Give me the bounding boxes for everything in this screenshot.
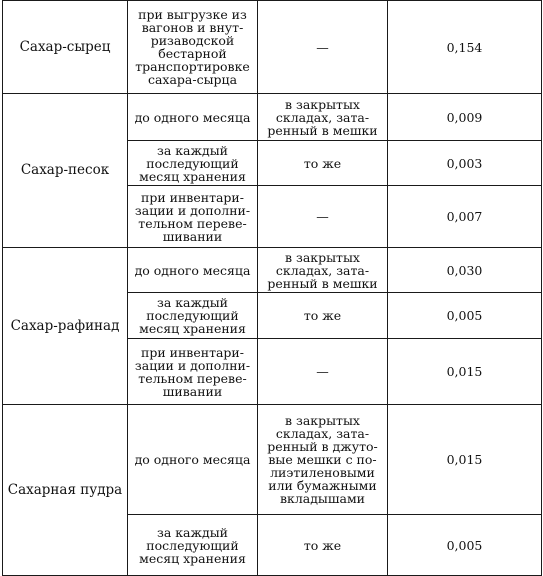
- value-cell: 0,005: [388, 515, 542, 576]
- storage-cell: то же: [258, 141, 388, 186]
- value-cell: 0,030: [388, 248, 542, 293]
- value-cell: 0,009: [388, 94, 542, 141]
- storage-cell: —: [258, 1, 388, 94]
- value-cell: 0,007: [388, 186, 542, 248]
- period-cell: до одного месяца: [128, 405, 258, 515]
- storage-cell: то же: [258, 515, 388, 576]
- value-cell: 0,003: [388, 141, 542, 186]
- norms-table: [2, 0, 542, 576]
- period-cell: до одного месяца: [128, 248, 258, 293]
- product-cell: Сахар-песок: [3, 94, 128, 248]
- value-cell: 0,015: [388, 405, 542, 515]
- value-cell: 0,154: [388, 1, 542, 94]
- period-cell: за каждый последующий месяц хранения: [128, 515, 258, 576]
- value-cell: 0,005: [388, 293, 542, 339]
- table-row: [3, 405, 542, 515]
- table-row: [3, 248, 542, 293]
- storage-cell: в закрытых складах, зата- ренный в джуто- вые мешки с по- лиэтиленовыми или бумажными вкладышами: [258, 405, 388, 515]
- period-cell: при выгрузке из вагонов и внут- ризаводской бестарной транспортировке сахара-сырца: [128, 1, 258, 94]
- table-row: [3, 94, 542, 141]
- storage-cell: в закрытых складах, зата- ренный в мешки: [258, 94, 388, 141]
- storage-cell: то же: [258, 293, 388, 339]
- storage-cell: —: [258, 186, 388, 248]
- period-cell: до одного месяца: [128, 94, 258, 141]
- period-cell: за каждый последующий месяц хранения: [128, 141, 258, 186]
- table-row: [3, 1, 542, 94]
- product-cell: Сахар-сырец: [3, 1, 128, 94]
- value-cell: 0,015: [388, 339, 542, 405]
- storage-cell: —: [258, 339, 388, 405]
- period-cell: за каждый последующий месяц хранения: [128, 293, 258, 339]
- period-cell: при инвентари- зации и дополни- тельном переве- шивании: [128, 339, 258, 405]
- storage-cell: в закрытых складах, зата- ренный в мешки: [258, 248, 388, 293]
- period-cell: при инвентари- зации и дополни- тельном переве- шивании: [128, 186, 258, 248]
- product-cell: Сахар-рафинад: [3, 248, 128, 405]
- product-cell: Сахарная пудра: [3, 405, 128, 576]
